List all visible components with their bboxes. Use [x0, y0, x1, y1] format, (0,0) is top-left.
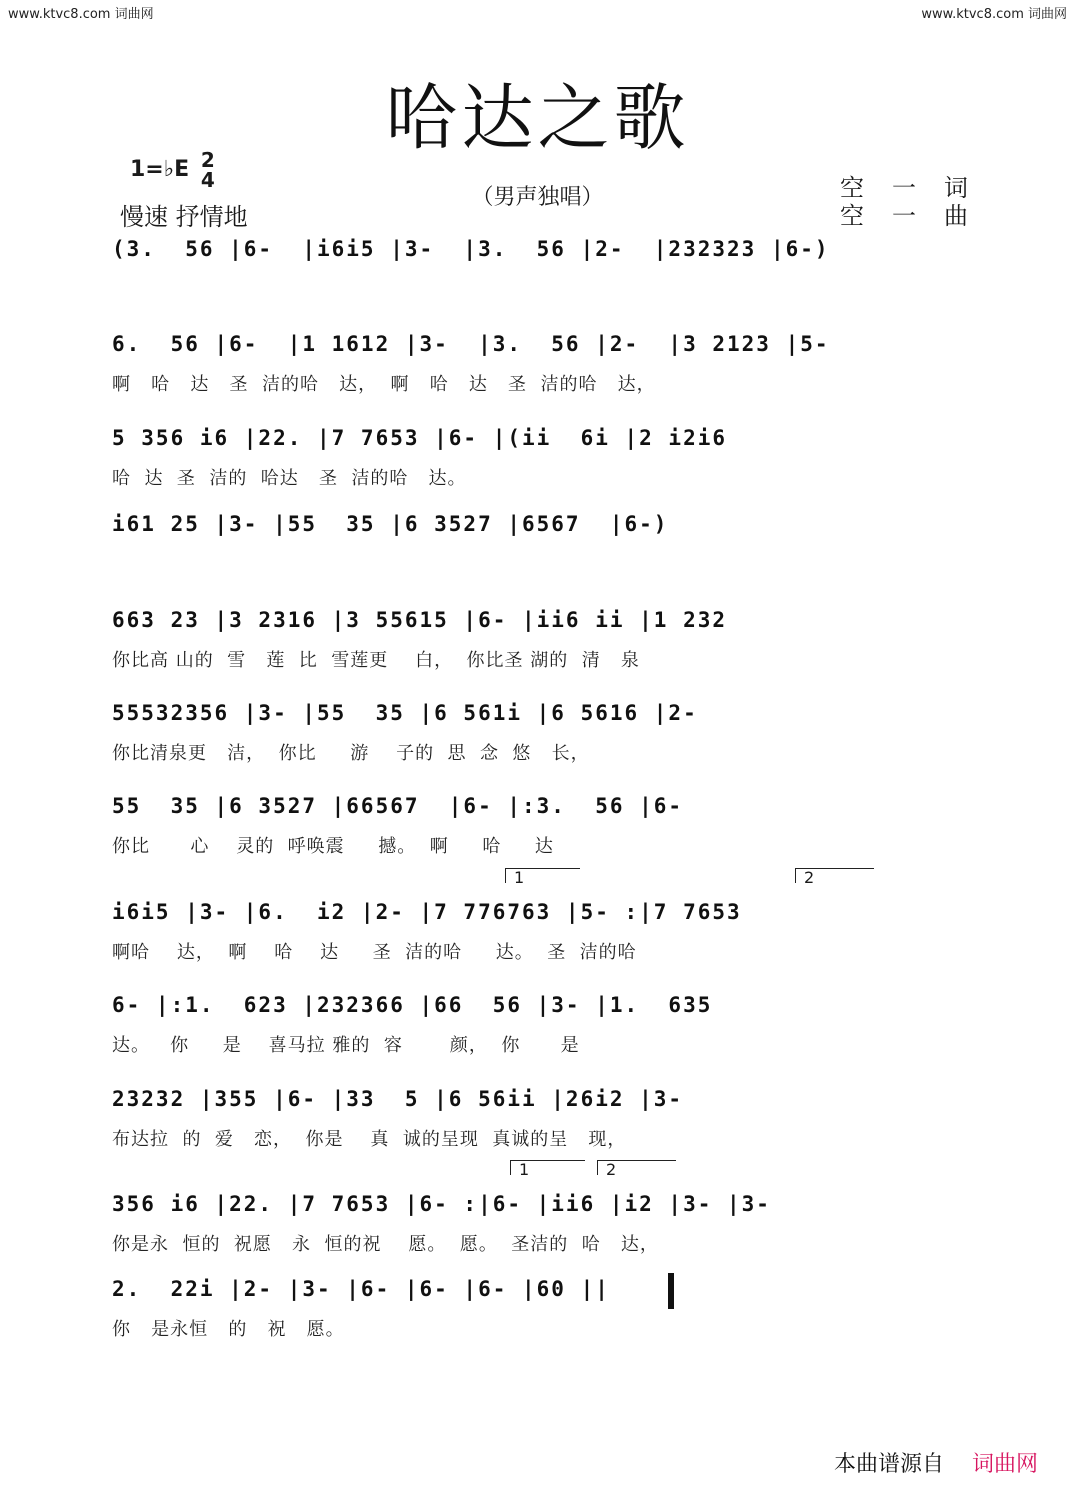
score-row-8-notes: i6i5 |3- |6. i2 |2- |7 776763 |5- :|7 7653 — [112, 900, 742, 924]
score-row-10-lyrics: 布达拉 的 爱 恋， 你是 真 诚的呈现 真诚的呈 现， — [112, 1129, 627, 1150]
score-row-6-notes: 55532356 |3- |55 35 |6 561i |6 5616 |2- — [112, 701, 698, 725]
score-row-1-notes: (3. 56 |6- |i6i5 |3- |3. 56 |2- |232323 |6-) — [112, 237, 830, 261]
score-row-12-notes: 2. 22i |2- |3- |6- |6- |6- |60 || — [112, 1277, 610, 1301]
lyricist-credit: 空一词 — [840, 174, 996, 202]
score-row-11-lyrics: 你是永 恒的 祝愿 永 恒的祝 愿。 愿。 圣洁的 哈 达， — [112, 1234, 659, 1255]
score-row-4-notes: i61 25 |3- |55 35 |6 3527 |6567 |6-) — [112, 512, 669, 536]
score-row-9-lyrics: 达。 你 是 喜马拉 雅的 容 颜， 你 是 — [112, 1035, 580, 1056]
key-label: 1=♭E — [130, 157, 190, 182]
final-barline — [668, 1273, 674, 1309]
score-row-3-notes: 5 356 i6 |22. |7 7653 |6- |(ii 6i |2 i2i6 — [112, 426, 728, 450]
tempo-marking: 慢速 抒情地 — [120, 203, 248, 231]
source-label: 本曲谱源自 — [834, 1452, 945, 1477]
site-link-left[interactable]: www.ktvc8.com 词曲网 — [8, 7, 154, 22]
site-link-right[interactable]: www.ktvc8.com 词曲网 — [921, 7, 1067, 22]
score-row-6-lyrics: 你比清泉更 洁， 你比 游 子的 思 念 悠 长， — [112, 743, 590, 764]
score-row-12-lyrics: 你 是永恒 的 祝 愿。 — [112, 1319, 345, 1340]
volta-second-ending: 2 — [795, 868, 874, 883]
volta-first-ending: 1 — [505, 868, 580, 883]
score-row-2-lyrics: 啊 哈 达 圣 洁的哈 达， 啊 哈 达 圣 洁的哈 达， — [112, 374, 656, 395]
time-top: 2 — [200, 148, 215, 172]
score-row-10-notes: 23232 |355 |6- |33 5 |6 56ii |26i2 |3- — [112, 1087, 684, 1111]
brand-link[interactable]: 词曲网 — [972, 1452, 1039, 1477]
score-row-5-notes: 663 23 |3 2316 |3 55615 |6- |ii6 ii |1 232 — [112, 608, 728, 632]
score-row-11-notes: 356 i6 |22. |7 7653 |6- :|6- |ii6 |i2 |3- |3- — [112, 1192, 771, 1216]
subtitle: （男声独唱） — [471, 185, 604, 210]
score-row-8-lyrics: 啊哈 达， 啊 哈 达 圣 洁的哈 达。 圣 洁的哈 — [112, 942, 637, 963]
volta-first-ending-2: 1 — [510, 1160, 585, 1175]
score-row-3-lyrics: 哈 达 圣 洁的 哈达 圣 洁的哈 达。 — [112, 468, 467, 489]
composer-credit: 空一曲 — [840, 202, 996, 230]
score-row-7-lyrics: 你比 心 灵的 呼唤震 撼。 啊 哈 达 — [112, 836, 554, 857]
time-bottom: 4 — [200, 168, 215, 192]
score-row-7-notes: 55 35 |6 3527 |66567 |6- |:3. 56 |6- — [112, 794, 684, 818]
score-row-9-notes: 6- |:1. 623 |232366 |66 56 |3- |1. 635 — [112, 993, 713, 1017]
volta-second-ending-2: 2 — [597, 1160, 676, 1175]
song-title: 哈达之歌 — [385, 76, 690, 160]
score-row-2-notes: 6. 56 |6- |1 1612 |3- |3. 56 |2- |3 2123 |5- — [112, 332, 830, 356]
score-row-5-lyrics: 你比高 山的 雪 莲 比 雪莲更 白， 你比圣 湖的 清 泉 — [112, 650, 640, 671]
